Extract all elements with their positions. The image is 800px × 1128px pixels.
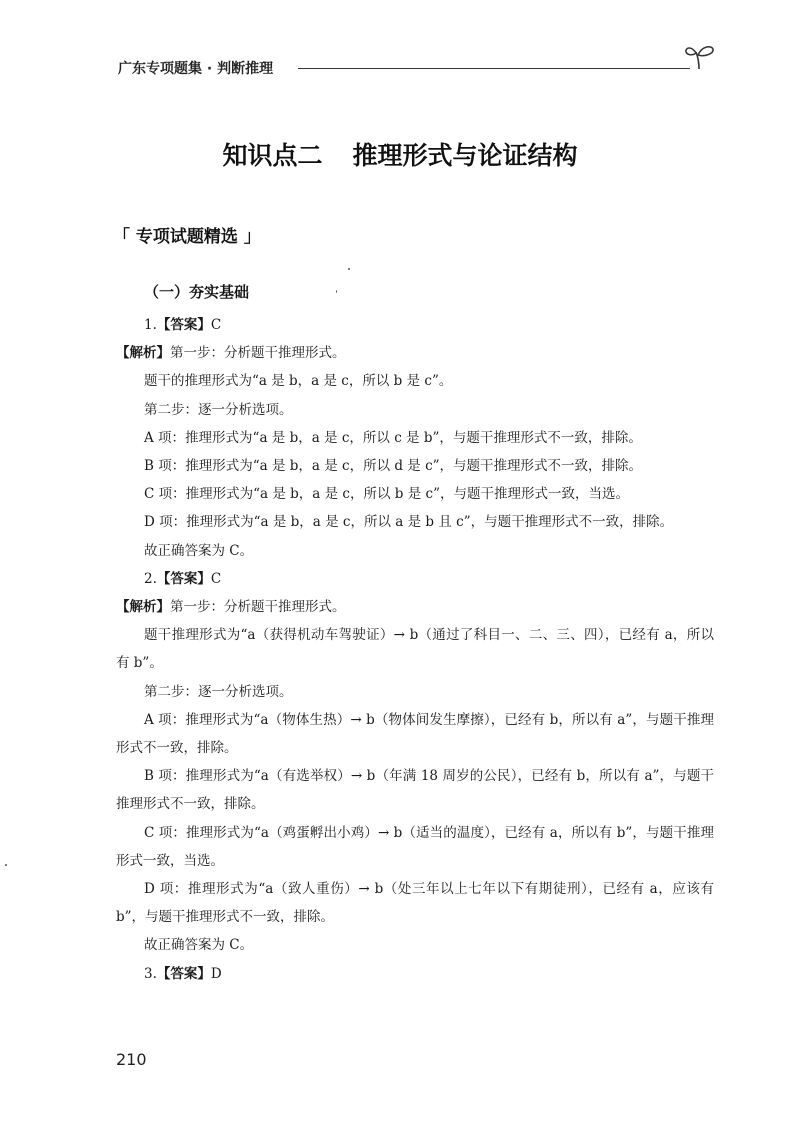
paragraph: 题干的推理形式为“a 是 b，a 是 c，所以 b 是 c”。 [144,373,453,390]
chapter-name: 推理形式与论证结构 [352,141,578,170]
paragraph: D 项：推理形式为“a 是 b，a 是 c，所以 a 是 b 且 c”，与题干推理形式不一致，排除。 [144,514,674,531]
paragraph: 第二步：逐一分析选项。 [144,401,293,418]
scan-speck [336,290,337,293]
header-rule [298,68,690,69]
paragraph: 题干推理形式为“a（获得机动车驾驶证）→ b（通过了科目一、二、三、四），已经有 a，所以有 b”。 [116,627,714,672]
paragraph: B 项：推理形式为“a 是 b，a 是 c，所以 d 是 c”，与题干推理形式不一致，排除。 [144,458,643,475]
answer-explanations [116,311,714,988]
section-label: 「 专项试题精选 」 [113,227,261,247]
paragraph: B 项：推理形式为“a（有选举权）→ b（年满 18 周岁的公民），已经有 b，所以有 a”，与题干推理形式不一致，排除。 [116,768,714,813]
paragraph: C 项：推理形式为“a（鸡蛋孵出小鸡）→ b（适当的温度），已经有 a，所以有 b”，与题干推理形式一致，当选。 [116,824,714,869]
sprout-icon [683,42,719,72]
answer-line: 1.【答案】C [144,317,222,333]
scan-speck [348,268,350,270]
paragraph: D 项：推理形式为“a（致人重伤）→ b（处三年以上七年以下有期徒刑），已经有 a，应该有 b”，与题干推理形式不一致，排除。 [116,881,714,926]
paragraph: A 项：推理形式为“a 是 b，a 是 c，所以 c 是 b”，与题干推理形式不一致，排除。 [144,429,642,446]
paragraph: 故正确答案为 C。 [144,937,254,954]
scan-speck [5,864,7,866]
paragraph: 第二步：逐一分析选项。 [144,683,293,700]
header-title: 广东专项题集 · 判断推理 [118,61,274,77]
answer-line: 2.【答案】C [144,570,222,587]
paragraph: A 项：推理形式为“a（物体生热）→ b（物体间发生摩擦），已经有 b，所以有 a”，与题干推理形式不一致，排除。 [116,711,714,757]
paragraph: 故正确答案为 C。 [144,542,254,559]
paragraph: C 项：推理形式为“a 是 b，a 是 c，所以 b 是 c”，与题干推理形式一致，当选。 [144,486,629,503]
subsection-title: （一）夯实基础 [144,283,250,301]
page-number: 210 [116,1050,147,1069]
chapter-title [0,136,800,172]
analysis-line: 【解析】第一步：分析题干推理形式。 [116,345,346,362]
chapter-number: 知识点二 [222,141,323,170]
answer-line: 3.【答案】D [144,965,222,982]
running-header [118,56,718,80]
analysis-line: 【解析】第一步：分析题干推理形式。 [116,599,346,616]
